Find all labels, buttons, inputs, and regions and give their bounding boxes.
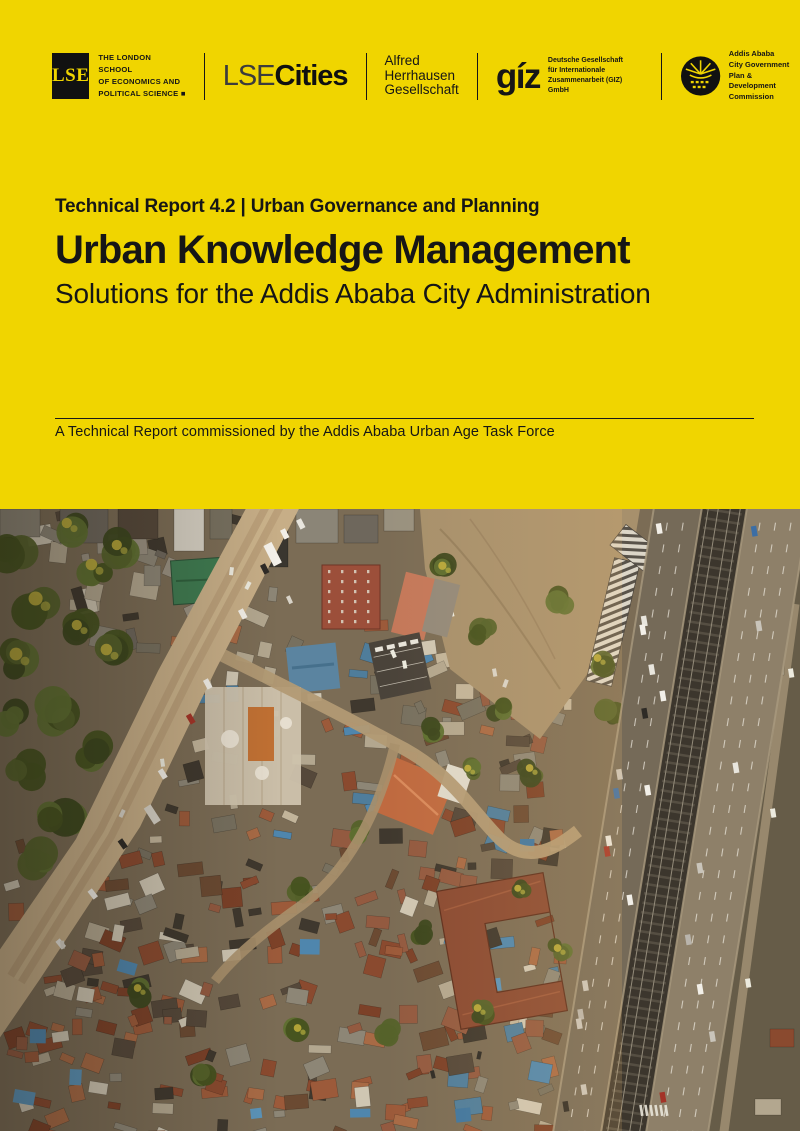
logo-divider (661, 53, 662, 100)
report-subtitle: Solutions for the Addis Ababa City Administration (55, 277, 651, 309)
logo-bar (52, 50, 800, 102)
title-block (55, 196, 765, 310)
giz-line: Deutsche Gesellschaft (547, 57, 624, 65)
lse-logo-line: POLITICAL SCIENCE ■ (98, 88, 186, 98)
logo-divider (366, 53, 367, 100)
aapdc-emblem-icon (680, 55, 721, 97)
lse-cities-cities: Cities (274, 59, 348, 92)
giz-line: Zusammenarbeit (GIZ) GmbH (547, 77, 623, 94)
aapdc-line: Addis Ababa (728, 48, 775, 58)
alfred-herrhausen-logo (385, 54, 459, 99)
aapdc-line: Commission (728, 92, 774, 102)
lse-square-icon: LSE (52, 53, 89, 99)
commission-note: A Technical Report commissioned by the Addis Ababa Urban Age Task Force (55, 424, 555, 440)
ahg-line: Alfred (384, 52, 420, 68)
horizontal-rule (55, 418, 754, 419)
lse-logo-line: THE LONDON SCHOOL (98, 53, 152, 75)
giz-logo-text (548, 56, 643, 95)
aapdc-logo (680, 49, 800, 103)
giz-wordmark: gíz (495, 56, 540, 96)
photo-light-overlay (0, 509, 622, 1131)
lse-cities-lse: LSE (222, 59, 275, 92)
lse-cities-logo (223, 60, 348, 93)
lse-logo (52, 52, 186, 99)
logo-divider (477, 53, 478, 100)
ahg-line: Gesellschaft (384, 82, 459, 98)
logo-divider (204, 53, 205, 100)
lse-logo-line: OF ECONOMICS AND (98, 77, 181, 86)
report-title: Urban Knowledge Management (55, 228, 630, 272)
aerial-photo (0, 509, 800, 1131)
aapdc-logo-text (729, 49, 800, 103)
aapdc-line: Plan & Development (728, 70, 776, 91)
report-kicker: Technical Report 4.2 | Urban Governance and Planning (55, 196, 540, 217)
aapdc-line: City Government (728, 59, 790, 69)
giz-logo (496, 56, 643, 95)
giz-line: für Internationale (547, 67, 606, 75)
lse-logo-text (98, 52, 185, 99)
ahg-line: Herrhausen (384, 67, 456, 83)
